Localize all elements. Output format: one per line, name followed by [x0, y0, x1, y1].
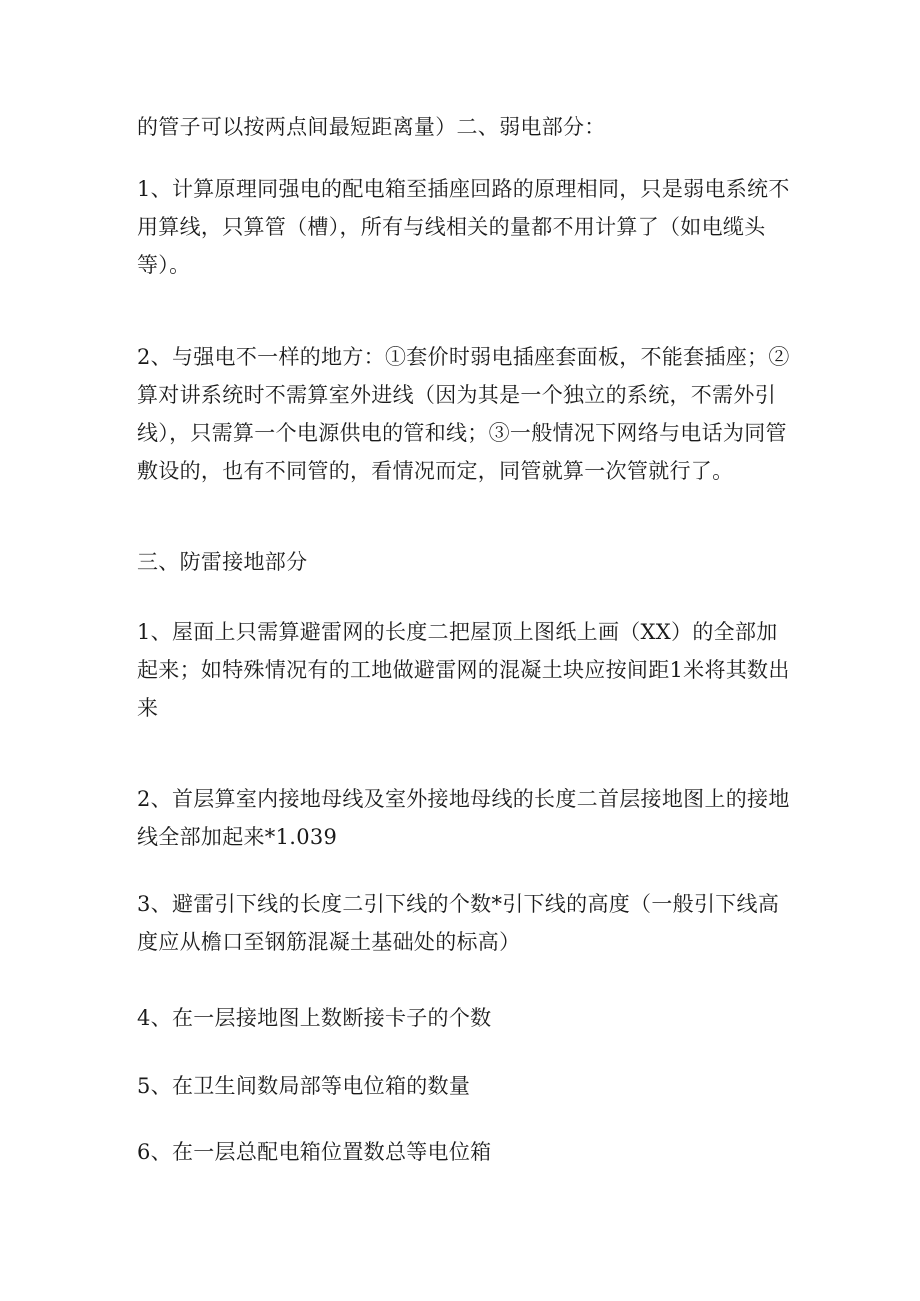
paragraph-lightning-2: 2、首层算室内接地母线及室外接地母线的长度二首层接地图上的接地线全部加起来*1.039	[137, 787, 790, 849]
paragraph-weak-current-1: 1、计算原理同强电的配电箱至插座回路的原理相同，只是弱电系统不用算线，只算管（槽），所有与线相关的量都不用计算了（如电缆头等）。	[137, 177, 790, 277]
paragraph-lightning-4: 4、在一层接地图上数断接卡子的个数	[137, 1006, 492, 1030]
section-heading-lightning: 三、防雷接地部分	[137, 550, 308, 574]
paragraph-pipe-distance: 的管子可以按两点间最短距离量）二、弱电部分：	[137, 115, 606, 139]
paragraph-weak-current-2: 2、与强电不一样的地方：①套价时弱电插座套面板，不能套插座；②算对讲系统时不需算室外进线（因为其是一个独立的系统，不需外引线），只需算一个电源供电的管和线；③一般情况下网络与电话为同管敷设的，也有不同管的，看情况而定，同管就算一次管就行了。	[137, 345, 790, 483]
paragraph-lightning-1: 1、屋面上只需算避雷网的长度二把屋顶上图纸上画（XX）的全部加起来；如特殊情况有的工地做避雷网的混凝土块应按间距1米将其数出来	[137, 620, 790, 720]
paragraph-lightning-3: 3、避雷引下线的长度二引下线的个数*引下线的高度（一般引下线高度应从檐口至钢筋混凝土基础处的标高）	[137, 892, 780, 954]
paragraph-lightning-5: 5、在卫生间数局部等电位箱的数量	[137, 1074, 471, 1098]
paragraph-lightning-6: 6、在一层总配电箱位置数总等电位箱	[137, 1140, 492, 1164]
